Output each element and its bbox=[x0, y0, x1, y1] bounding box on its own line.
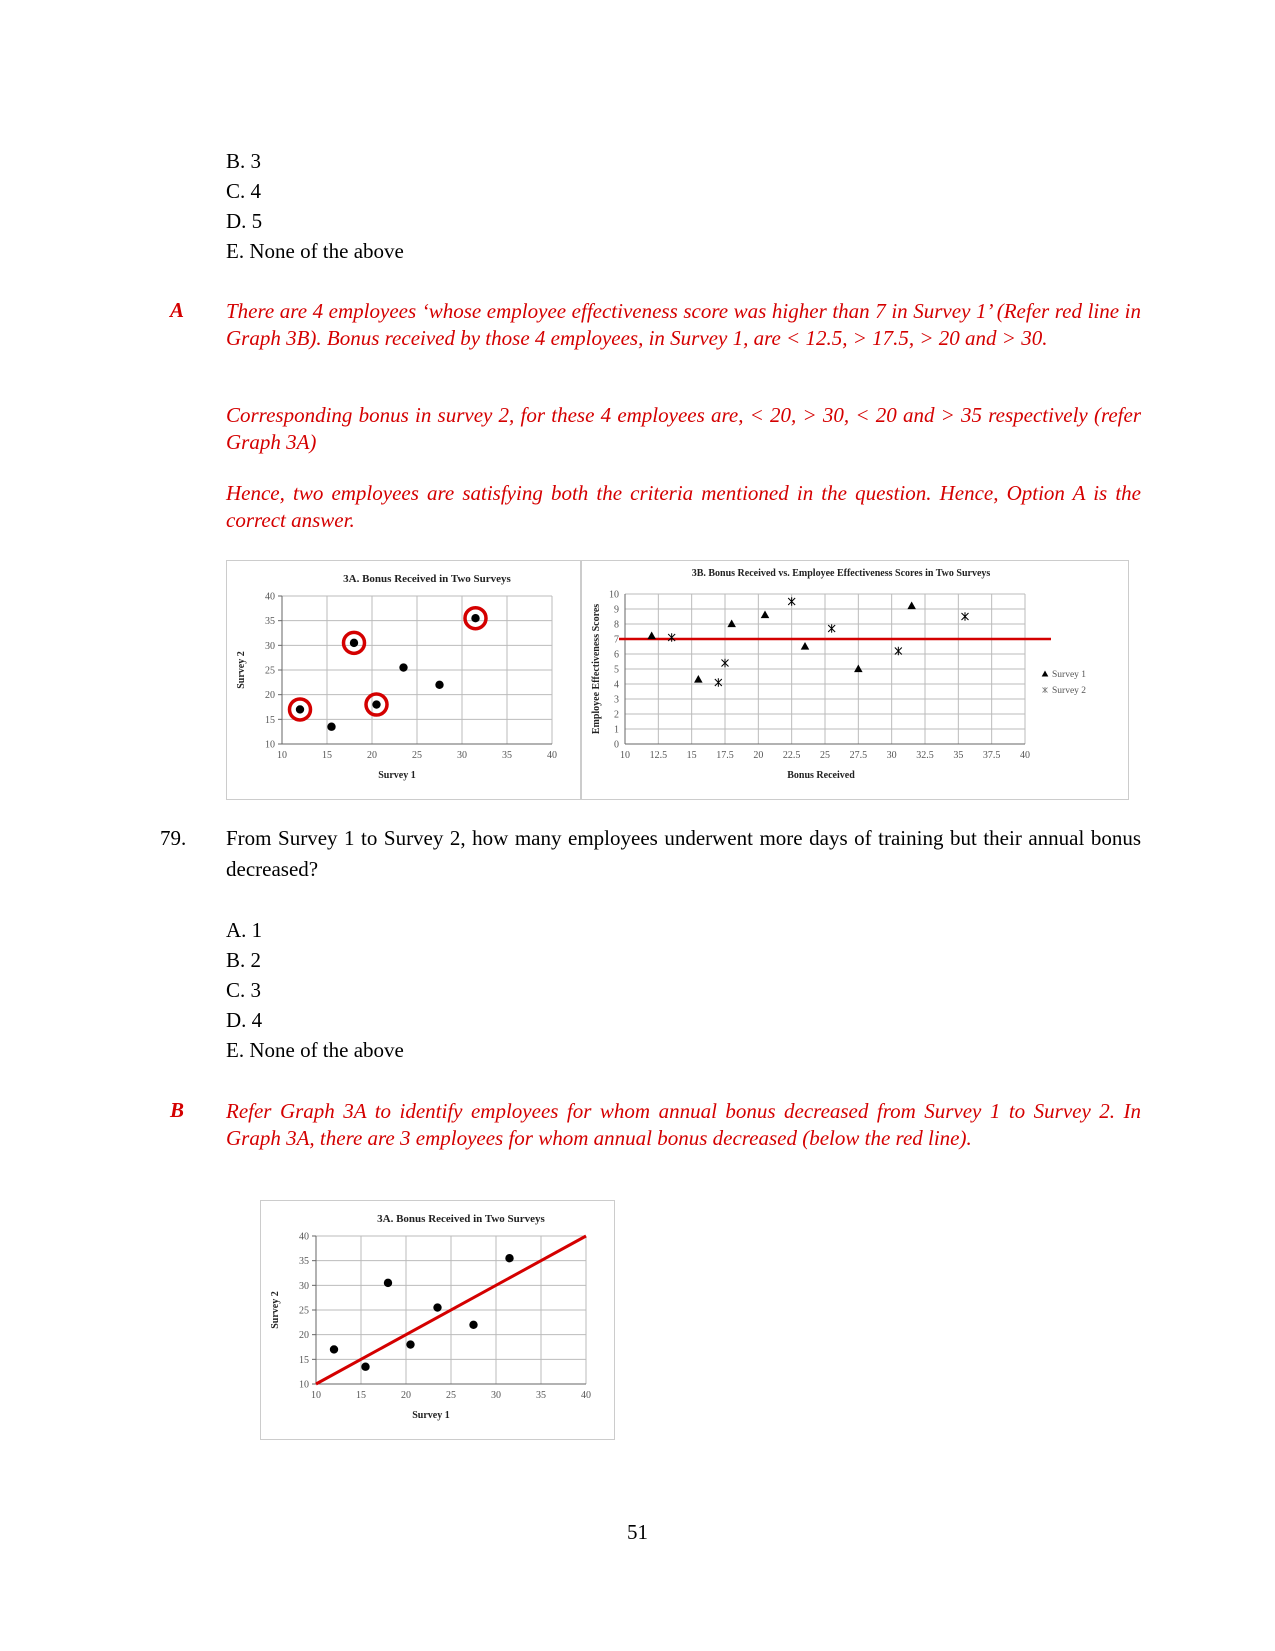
3b-y-tick: 7 bbox=[614, 634, 619, 646]
q79-option-a: A. 1 bbox=[226, 918, 263, 942]
3b-x-tick: 10 bbox=[620, 750, 630, 761]
3b-y-tick: 10 bbox=[609, 589, 619, 601]
q79-answer-letter: B bbox=[170, 1098, 185, 1122]
3b-y-label: Employee Effectiveness Scores bbox=[591, 603, 602, 735]
3b-x-tick: 17.5 bbox=[716, 750, 734, 761]
3a-bottom-point bbox=[406, 1340, 414, 1348]
3b-y-tick: 8 bbox=[614, 619, 619, 631]
3a-bottom-x-tick: 25 bbox=[446, 1390, 456, 1401]
q78-explanation-2: Corresponding bonus in survey 2, for these 4 employees are, < 20, > 30, < 20 and > 35 respectively (refer Graph 3A) bbox=[226, 403, 1141, 454]
3a-bottom-point bbox=[433, 1303, 441, 1311]
q78-option-e: E. None of the above bbox=[226, 239, 404, 263]
3a-top-point bbox=[350, 639, 358, 647]
3b-title: 3B. Bonus Received vs. Employee Effectiveness Scores in Two Surveys bbox=[691, 568, 991, 579]
3b-x-tick: 32.5 bbox=[916, 750, 934, 761]
3a-top-y-tick: 20 bbox=[265, 690, 275, 702]
q79-explanation: Refer Graph 3A to identify employees for whom annual bonus decreased from Survey 1 to Survey 2. In Graph 3A, there are 3 employees for whom annual bonus decreased (below the red line). bbox=[226, 1099, 1141, 1150]
3b-y-tick: 4 bbox=[614, 679, 619, 691]
3a-top-y-tick: 30 bbox=[265, 640, 275, 652]
3a-bottom-y-tick: 15 bbox=[299, 1354, 309, 1366]
3a-bottom-title: 3A. Bonus Received in Two Surveys bbox=[377, 1213, 545, 1225]
3b-x-tick: 20 bbox=[753, 750, 764, 761]
3a-bottom-y-tick: 25 bbox=[299, 1305, 309, 1317]
3b-x-tick: 35 bbox=[953, 750, 964, 761]
chart-3b-frame bbox=[582, 561, 1129, 800]
3a-top-x-label: Survey 1 bbox=[378, 770, 416, 781]
3a-top-point bbox=[435, 681, 443, 689]
q79-option-b: B. 2 bbox=[226, 948, 262, 972]
3b-x-tick: 40 bbox=[1020, 750, 1030, 761]
chart-3a-bottom bbox=[260, 1200, 615, 1440]
3a-bottom-y-tick: 40 bbox=[299, 1231, 309, 1243]
3a-bottom-point bbox=[361, 1363, 369, 1371]
3a-top-point bbox=[471, 614, 479, 622]
3a-top-y-tick: 40 bbox=[265, 591, 275, 603]
3b-legend-survey1-label: Survey 1 bbox=[1052, 670, 1087, 680]
q78-option-b: B. 3 bbox=[226, 149, 262, 173]
3a-top-y-tick: 10 bbox=[265, 739, 275, 751]
3a-top-x-tick: 25 bbox=[412, 750, 422, 761]
3a-top-x-tick: 10 bbox=[277, 750, 287, 761]
3b-x-label: Bonus Received bbox=[787, 770, 855, 781]
3b-x-tick: 27.5 bbox=[849, 750, 868, 761]
q79-number: 79. bbox=[160, 826, 187, 850]
q78-option-c: C. 4 bbox=[226, 179, 262, 203]
3a-bottom-y-tick: 30 bbox=[299, 1280, 309, 1292]
3b-y-tick: 3 bbox=[614, 694, 619, 706]
3a-top-point bbox=[372, 700, 380, 708]
3a-top-title: 3A. Bonus Received in Two Surveys bbox=[343, 573, 511, 585]
q79-option-c: C. 3 bbox=[226, 978, 262, 1002]
3b-y-tick: 6 bbox=[614, 649, 619, 661]
chart-3a-top bbox=[226, 560, 581, 800]
q79-option-e: E. None of the above bbox=[226, 1038, 404, 1062]
3a-top-y-label: Survey 2 bbox=[236, 651, 247, 689]
3a-bottom-y-label: Survey 2 bbox=[270, 1291, 281, 1329]
3b-x-tick: 37.5 bbox=[982, 750, 1001, 761]
3a-top-x-tick: 30 bbox=[457, 750, 467, 761]
3a-top-point bbox=[296, 705, 304, 713]
3a-top-y-tick: 35 bbox=[265, 616, 275, 628]
3a-bottom-x-tick: 15 bbox=[356, 1390, 366, 1401]
3b-y-tick: 5 bbox=[614, 664, 619, 676]
q78-answer-letter: A bbox=[170, 298, 185, 322]
3a-top-y-tick: 25 bbox=[265, 665, 275, 677]
3b-x-tick: 12.5 bbox=[649, 750, 668, 761]
3a-bottom-x-tick: 20 bbox=[401, 1390, 411, 1401]
q79-option-d: D. 4 bbox=[226, 1008, 263, 1032]
3a-top-x-tick: 20 bbox=[367, 750, 377, 761]
3a-top-y-tick: 15 bbox=[265, 714, 275, 726]
q78-explanation-1: There are 4 employees ‘whose employee effectiveness score was higher than 7 in Survey 1’ (Refer red line in Graph 3B). Bonus received by those 4 employees, in Survey 1, are < 12.5, > 17.5, > 20 and > 30. bbox=[226, 299, 1141, 350]
3a-bottom-y-tick: 10 bbox=[299, 1379, 309, 1391]
3b-x-tick: 30 bbox=[886, 750, 897, 761]
3a-bottom-point bbox=[469, 1321, 477, 1329]
3a-bottom-point bbox=[330, 1345, 338, 1353]
3a-top-x-tick: 15 bbox=[322, 750, 332, 761]
3b-y-tick: 0 bbox=[614, 739, 619, 751]
3a-bottom-point bbox=[384, 1279, 392, 1287]
3a-top-point bbox=[399, 663, 407, 671]
chart-3b bbox=[581, 560, 1129, 800]
3a-bottom-x-tick: 35 bbox=[536, 1390, 546, 1401]
3b-y-tick: 2 bbox=[614, 709, 619, 721]
3b-y-tick: 9 bbox=[614, 604, 619, 616]
q78-option-d: D. 5 bbox=[226, 209, 263, 233]
3a-bottom-x-tick: 40 bbox=[581, 1390, 591, 1401]
3b-x-tick: 15 bbox=[686, 750, 697, 761]
3a-top-point bbox=[327, 723, 335, 731]
3b-y-tick: 1 bbox=[614, 724, 619, 736]
q79-question-text: From Survey 1 to Survey 2, how many employees underwent more days of training but their annual bonus decreased? bbox=[226, 826, 1141, 881]
3a-bottom-x-label: Survey 1 bbox=[412, 1410, 450, 1421]
3b-x-tick: 25 bbox=[820, 750, 830, 761]
3a-bottom-point bbox=[505, 1254, 513, 1262]
3a-bottom-y-tick: 35 bbox=[299, 1256, 309, 1268]
3a-top-x-tick: 40 bbox=[547, 750, 557, 761]
3a-top-x-tick: 35 bbox=[502, 750, 512, 761]
3a-bottom-x-tick: 10 bbox=[311, 1390, 321, 1401]
3a-bottom-x-tick: 30 bbox=[491, 1390, 501, 1401]
page-number: 51 bbox=[627, 1520, 648, 1544]
3b-x-tick: 22.5 bbox=[782, 750, 801, 761]
3a-bottom-y-tick: 20 bbox=[299, 1330, 309, 1342]
q78-explanation-3: Hence, two employees are satisfying both the criteria mentioned in the question. Hence, Option A is the correct answer. bbox=[226, 481, 1141, 532]
3b-legend-survey2-label: Survey 2 bbox=[1052, 686, 1087, 696]
